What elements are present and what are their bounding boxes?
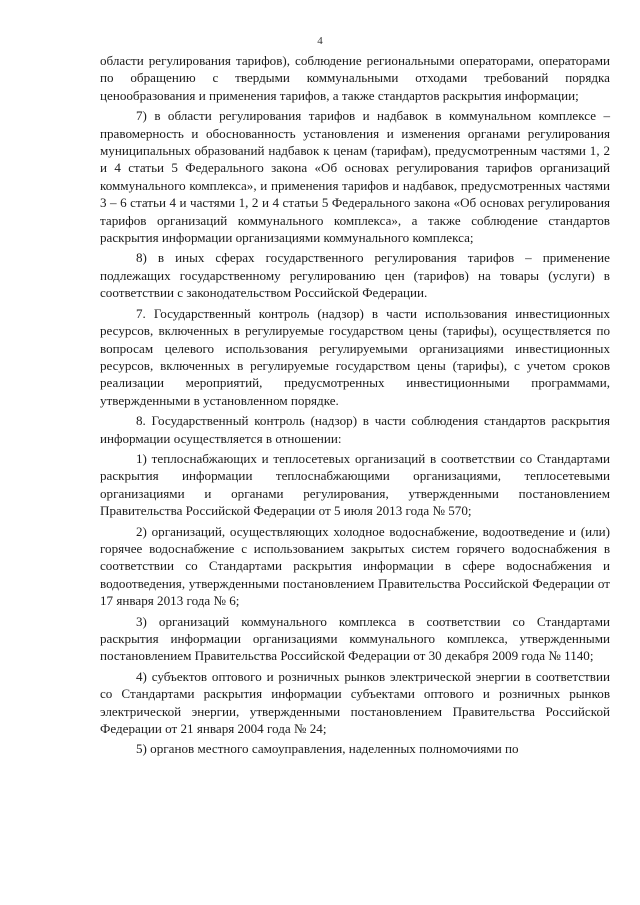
paragraph: 2) организаций, осуществляющих холодное водоснабжение, водоотведение и (или) горячее водоснабжение с использованием закрытых систем горячего водоснабжения в соответствии со Стандартами раскрытия информации в сфере водоснабжения и водоотведения, утвержденными постановлением Правительства Российской Федерации от 17 января 2013 года № 6;	[100, 523, 610, 609]
paragraph: области регулирования тарифов), соблюдение региональными операторами, операторами по обращению с твердыми коммунальными отходами требований порядка ценообразования и применения тарифов, а также стандартов раскрытия информации;	[100, 53, 610, 103]
document-body	[100, 52, 610, 761]
paragraph: 1) теплоснабжающих и теплосетевых организаций в соответствии со Стандартами раскрытия информации теплоснабжающими организациями, теплосетевыми организациями и органами регулирования, утвержденными постановлением Правительства Российской Федерации от 5 июля 2013 года № 570;	[100, 450, 610, 519]
paragraph: 8) в иных сферах государственного регулирования тарифов – применение подлежащих государственному регулированию цен (тарифов) на товары (услуги) в соответствии с законодательством Российской Федерации.	[100, 250, 610, 301]
paragraph: 7) в области регулирования тарифов и надбавок в коммунальном комплексе – правомерность и обоснованность установления и изменения органами регулирования муниципальных образований надбавок к ценам (тарифам), предусмотренным частями 1, 2 и 4 статьи 5 Федерального закона «Об основах регулирования тарифов организаций коммунального комплекса», и применения тарифов и надбавок, предусмотренных частями 3 – 6 статьи 4 и частями 1, 2 и 4 статьи 5 Федерального закона «Об основах регулирования тарифов организаций коммунального комплекса», а также соблюдение стандартов раскрытия информации организациями коммунального комплекса;	[100, 108, 610, 246]
paragraph: 3) организаций коммунального комплекса в соответствии со Стандартами раскрытия информации организациями коммунального комплекса, утвержденными постановлением Правительства Российской Федерации от 30 декабря 2009 года № 1140;	[100, 613, 610, 664]
paragraph: 7. Государственный контроль (надзор) в части использования инвестиционных ресурсов, включенных в регулируемые государством цены (тарифы), осуществляется по вопросам целевого использования регулируемыми организациями инвестиционных ресурсов, включенных в регулируемые государством цены (тарифы), с учетом сроков реализации мероприятий, предусмотренных инвестиционными программами, утвержденными в установленном порядке.	[100, 305, 610, 408]
paragraph: 5) органов местного самоуправления, наделенных полномочиями по	[136, 741, 519, 757]
paragraph: 4) субъектов оптового и розничных рынков электрической энергии в соответствии со Стандартами раскрытия информации субъектами оптового и розничных рынков электрической энергии, утвержденными постановлением Правительства Российской Федерации от 21 января 2004 года № 24;	[100, 668, 610, 737]
paragraph: 8. Государственный контроль (надзор) в части соблюдения стандартов раскрытия информации осуществляется в отношении:	[100, 413, 610, 446]
page-number: 4	[317, 35, 323, 47]
